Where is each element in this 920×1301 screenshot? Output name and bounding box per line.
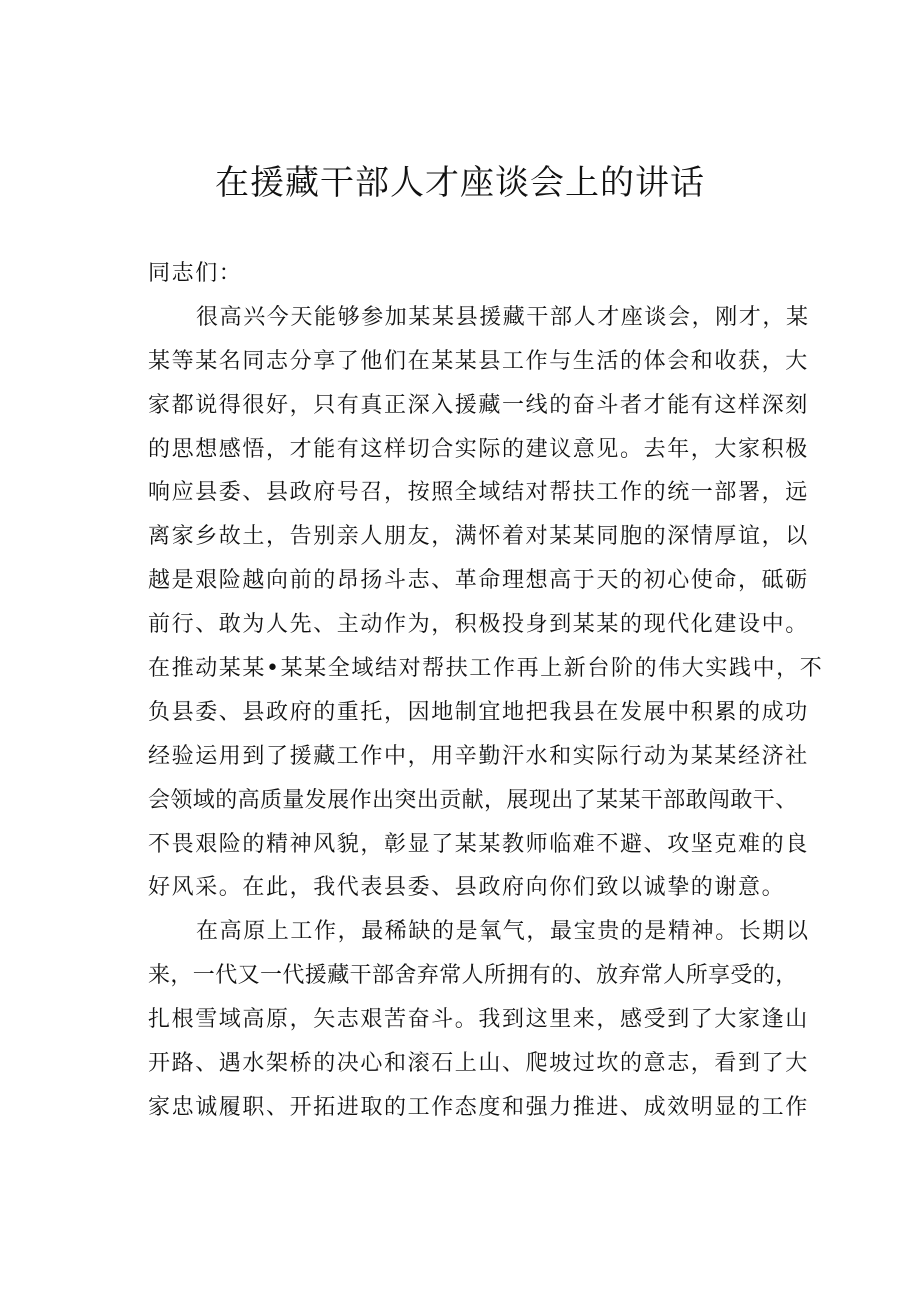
document-body xyxy=(148,252,824,1130)
paragraph-1-line-9: 在推动某某•某某全域结对帮扶工作再上新台阶的伟大实践中，不 xyxy=(148,656,824,682)
paragraph-1-line-6: 离家乡故土，告别亲人朋友，满怀着对某某同胞的深情厚谊，以 xyxy=(148,524,809,550)
paragraph-1-line-3: 家都说得很好，只有真正深入援藏一线的奋斗者才能有这样深刻 xyxy=(148,392,809,418)
paragraph-2-line-5: 家忠诚履职、开拓进取的工作态度和强力推进、成效明显的工作 xyxy=(148,1094,809,1120)
paragraph-2-line-1: 在高原上工作，最稀缺的是氧气，最宝贵的是精神。长期以 xyxy=(196,919,810,945)
paragraph-2-line-4: 开路、遇水架桥的决心和滚石上山、爬坡过坎的意志，看到了大 xyxy=(148,1051,809,1077)
paragraph-1-line-8: 前行、敢为人先、主动作为，积极投身到某某的现代化建设中。 xyxy=(148,612,809,638)
paragraph-1-line-13: 不畏艰险的精神风貌，彰显了某某教师临难不避、攻坚克难的良 xyxy=(148,831,809,857)
paragraph-1-line-5: 响应县委、县政府号召，按照全域结对帮扶工作的统一部署，远 xyxy=(148,480,809,506)
paragraph-1-line-11: 经验运用到了援藏工作中，用辛勤汗水和实际行动为某某经济社 xyxy=(148,743,809,769)
paragraph-1-line-2: 某等某名同志分享了他们在某某县工作与生活的体会和收获，大 xyxy=(148,348,809,374)
paragraph-2-line-3: 扎根雪域高原，矢志艰苦奋斗。我到这里来，感受到了大家逢山 xyxy=(148,1007,809,1033)
paragraph-1-line-14: 好风采。在此，我代表县委、县政府向你们致以诚挚的谢意。 xyxy=(148,875,786,901)
document-title: 在援藏干部人才座谈会上的讲话 xyxy=(215,163,705,203)
paragraph-1-line-12: 会领域的高质量发展作出突出贡献，展现出了某某干部敢闯敢干、 xyxy=(148,787,798,813)
paragraph-1-line-4: 的思想感悟，才能有这样切合实际的建议意见。去年，大家积极 xyxy=(148,436,809,462)
paragraph-1-line-10: 负县委、县政府的重托，因地制宜地把我县在发展中积累的成功 xyxy=(148,699,809,725)
paragraph-1-line-7: 越是艰险越向前的昂扬斗志、革命理想高于天的初心使命，砥砺 xyxy=(148,568,809,594)
paragraph-1-line-1: 很高兴今天能够参加某某县援藏干部人才座谈会，刚才，某 xyxy=(196,304,810,330)
paragraph-2-line-2: 来，一代又一代援藏干部舍弃常人所拥有的、放弃常人所享受的， xyxy=(148,963,798,989)
salutation-line: 同志们： xyxy=(148,261,243,286)
